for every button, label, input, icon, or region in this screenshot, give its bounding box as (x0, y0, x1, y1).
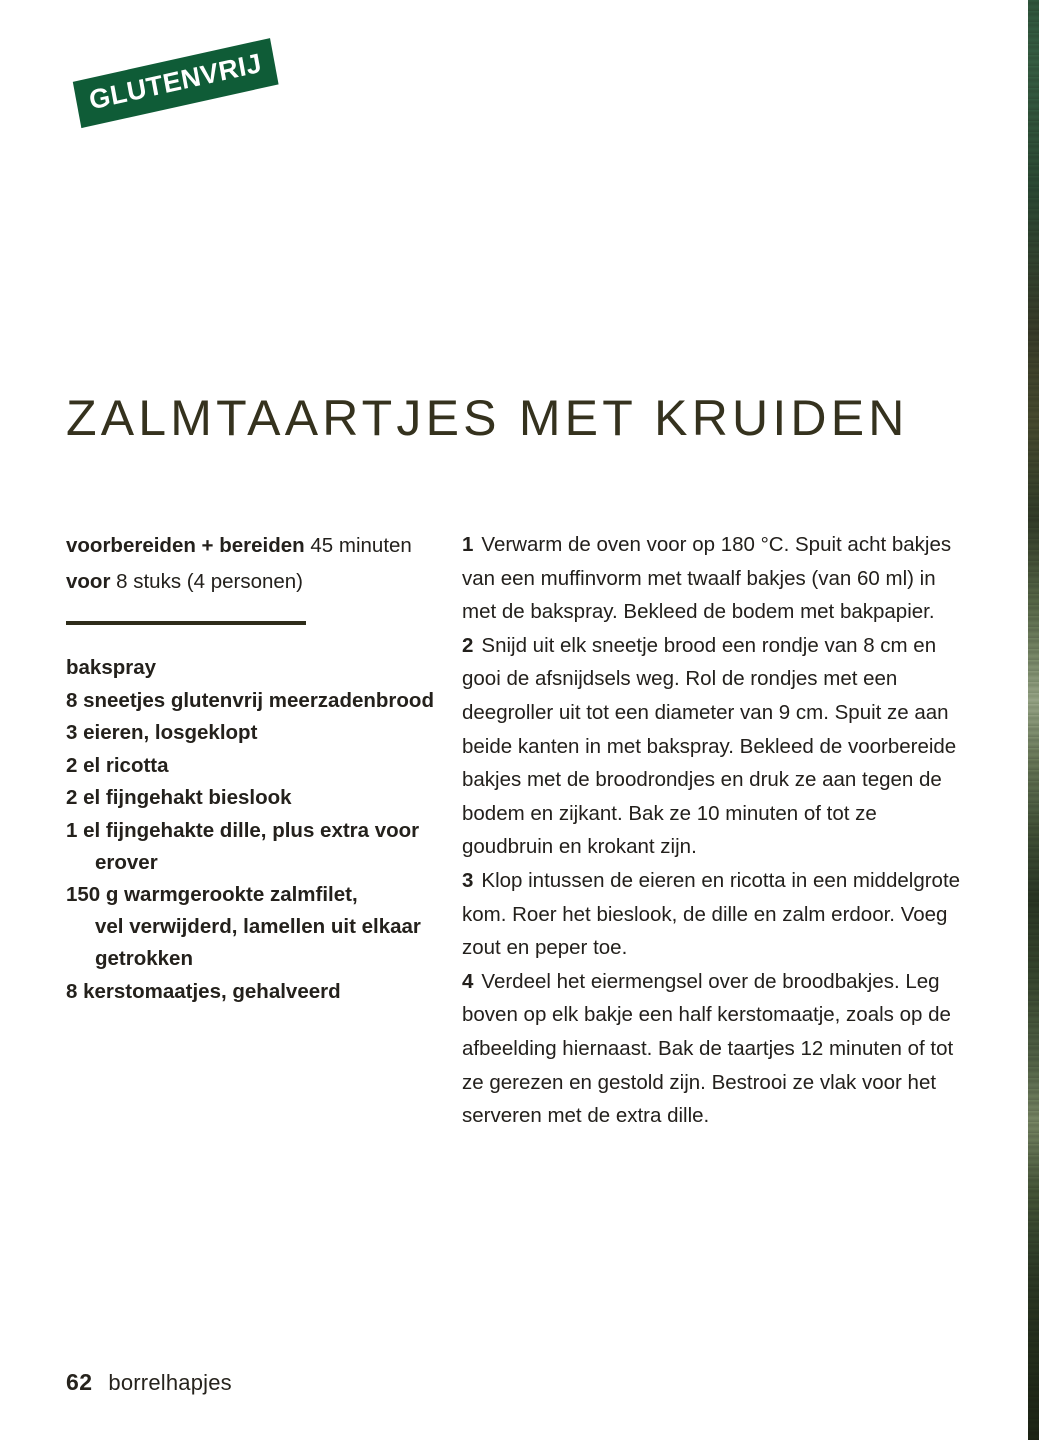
instruction-step (462, 528, 962, 629)
ingredient-text: 8 sneetjes glutenvrij meerzadenbrood (66, 688, 434, 712)
meta-time (66, 528, 438, 564)
step-text: Verwarm de oven voor op 180 °C. Spuit acht bakjes van een muffinvorm met twaalf bakjes (van 60 ml) in met de bakspray. Bekleed de bodem met bakpapier. (462, 533, 952, 624)
recipe-body (66, 528, 971, 1133)
step-number: 2 (462, 633, 474, 657)
ingredients-list (66, 652, 438, 1008)
ingredient-item (66, 750, 438, 782)
instruction-steps (462, 528, 962, 1133)
page-footer (66, 1369, 232, 1396)
ingredient-item (66, 815, 438, 879)
step-text: Snijd uit elk sneetje brood een rondje van 8 cm en gooi de afsnijdsels weg. Rol de rondjes met een deegroller uit tot een diameter van 9 cm. Spuit ze aan beide kanten in met bakspray. Bekleed de voorbereide bakjes met de broodrondjes en druk ze aan tegen de bodem en zijkant. Bak ze 10 minuten of tot ze goudbruin en krokant zijn. (462, 633, 957, 859)
meta-time-value: 45 minuten (310, 534, 412, 557)
section-divider (66, 621, 306, 625)
instruction-step (462, 965, 962, 1133)
step-number: 4 (462, 969, 474, 993)
photo-edge-strip (1028, 0, 1039, 1440)
dietary-badge (72, 38, 279, 128)
ingredient-text: bakspray (66, 656, 157, 679)
meta-time-label: voorbereiden + bereiden (66, 534, 305, 557)
page-title: ZALMTAARTJES MET KRUIDEN (66, 390, 909, 446)
ingredient-text: 2 el ricotta (66, 753, 169, 777)
ingredient-continuation: getrokken (95, 947, 193, 970)
dietary-badge-label: GLUTENVRIJ (73, 38, 279, 128)
ingredients-column (66, 528, 438, 1008)
step-text: Klop intussen de eieren en ricotta in een middelgrote kom. Roer het bieslook, de dille en zalm erdoor. Voeg zout en peper toe. (462, 868, 961, 960)
ingredient-continuation: vel verwijderd, lamellen uit elkaar (95, 915, 421, 938)
instruction-step (462, 864, 962, 965)
page-number: 62 (66, 1369, 93, 1395)
ingredient-text: 8 kerstomaatjes, gehalveerd (66, 979, 341, 1003)
photo-edge-highlight (1026, 0, 1028, 1440)
step-number: 3 (462, 868, 474, 892)
meta-yield-value: 8 stuks (4 personen) (116, 570, 304, 593)
ingredient-text: 3 eieren, losgeklopt (66, 721, 258, 744)
instruction-step (462, 629, 962, 864)
instructions-column (462, 528, 962, 1133)
ingredient-text: 1 el fijngehakte dille, plus extra voor (66, 818, 420, 842)
ingredient-item (66, 879, 438, 975)
step-number: 1 (462, 533, 474, 556)
meta-yield-label: voor (66, 570, 111, 593)
meta-yield (66, 564, 438, 600)
recipe-meta (66, 528, 438, 600)
ingredient-item (66, 782, 438, 814)
ingredient-continuation: erover (95, 850, 158, 874)
step-text: Verdeel het eiermengsel over de broodbakjes. Leg boven op elk bakje een half kerstomaatje, zoals op de afbeelding hiernaast. Bak de taartjes 12 minuten of tot ze gerezen en gestold zijn. Bestrooi ze vlak voor het serveren met de extra dille. (462, 969, 954, 1128)
ingredient-item (66, 717, 438, 749)
ingredient-item (66, 652, 438, 684)
ingredient-text: 2 el fijngehakt bieslook (66, 786, 292, 809)
chapter-name: borrelhapjes (108, 1370, 232, 1395)
ingredient-item (66, 685, 438, 717)
ingredient-item (66, 976, 438, 1008)
ingredient-text: 150 g warmgerookte zalmfilet, (66, 883, 358, 906)
